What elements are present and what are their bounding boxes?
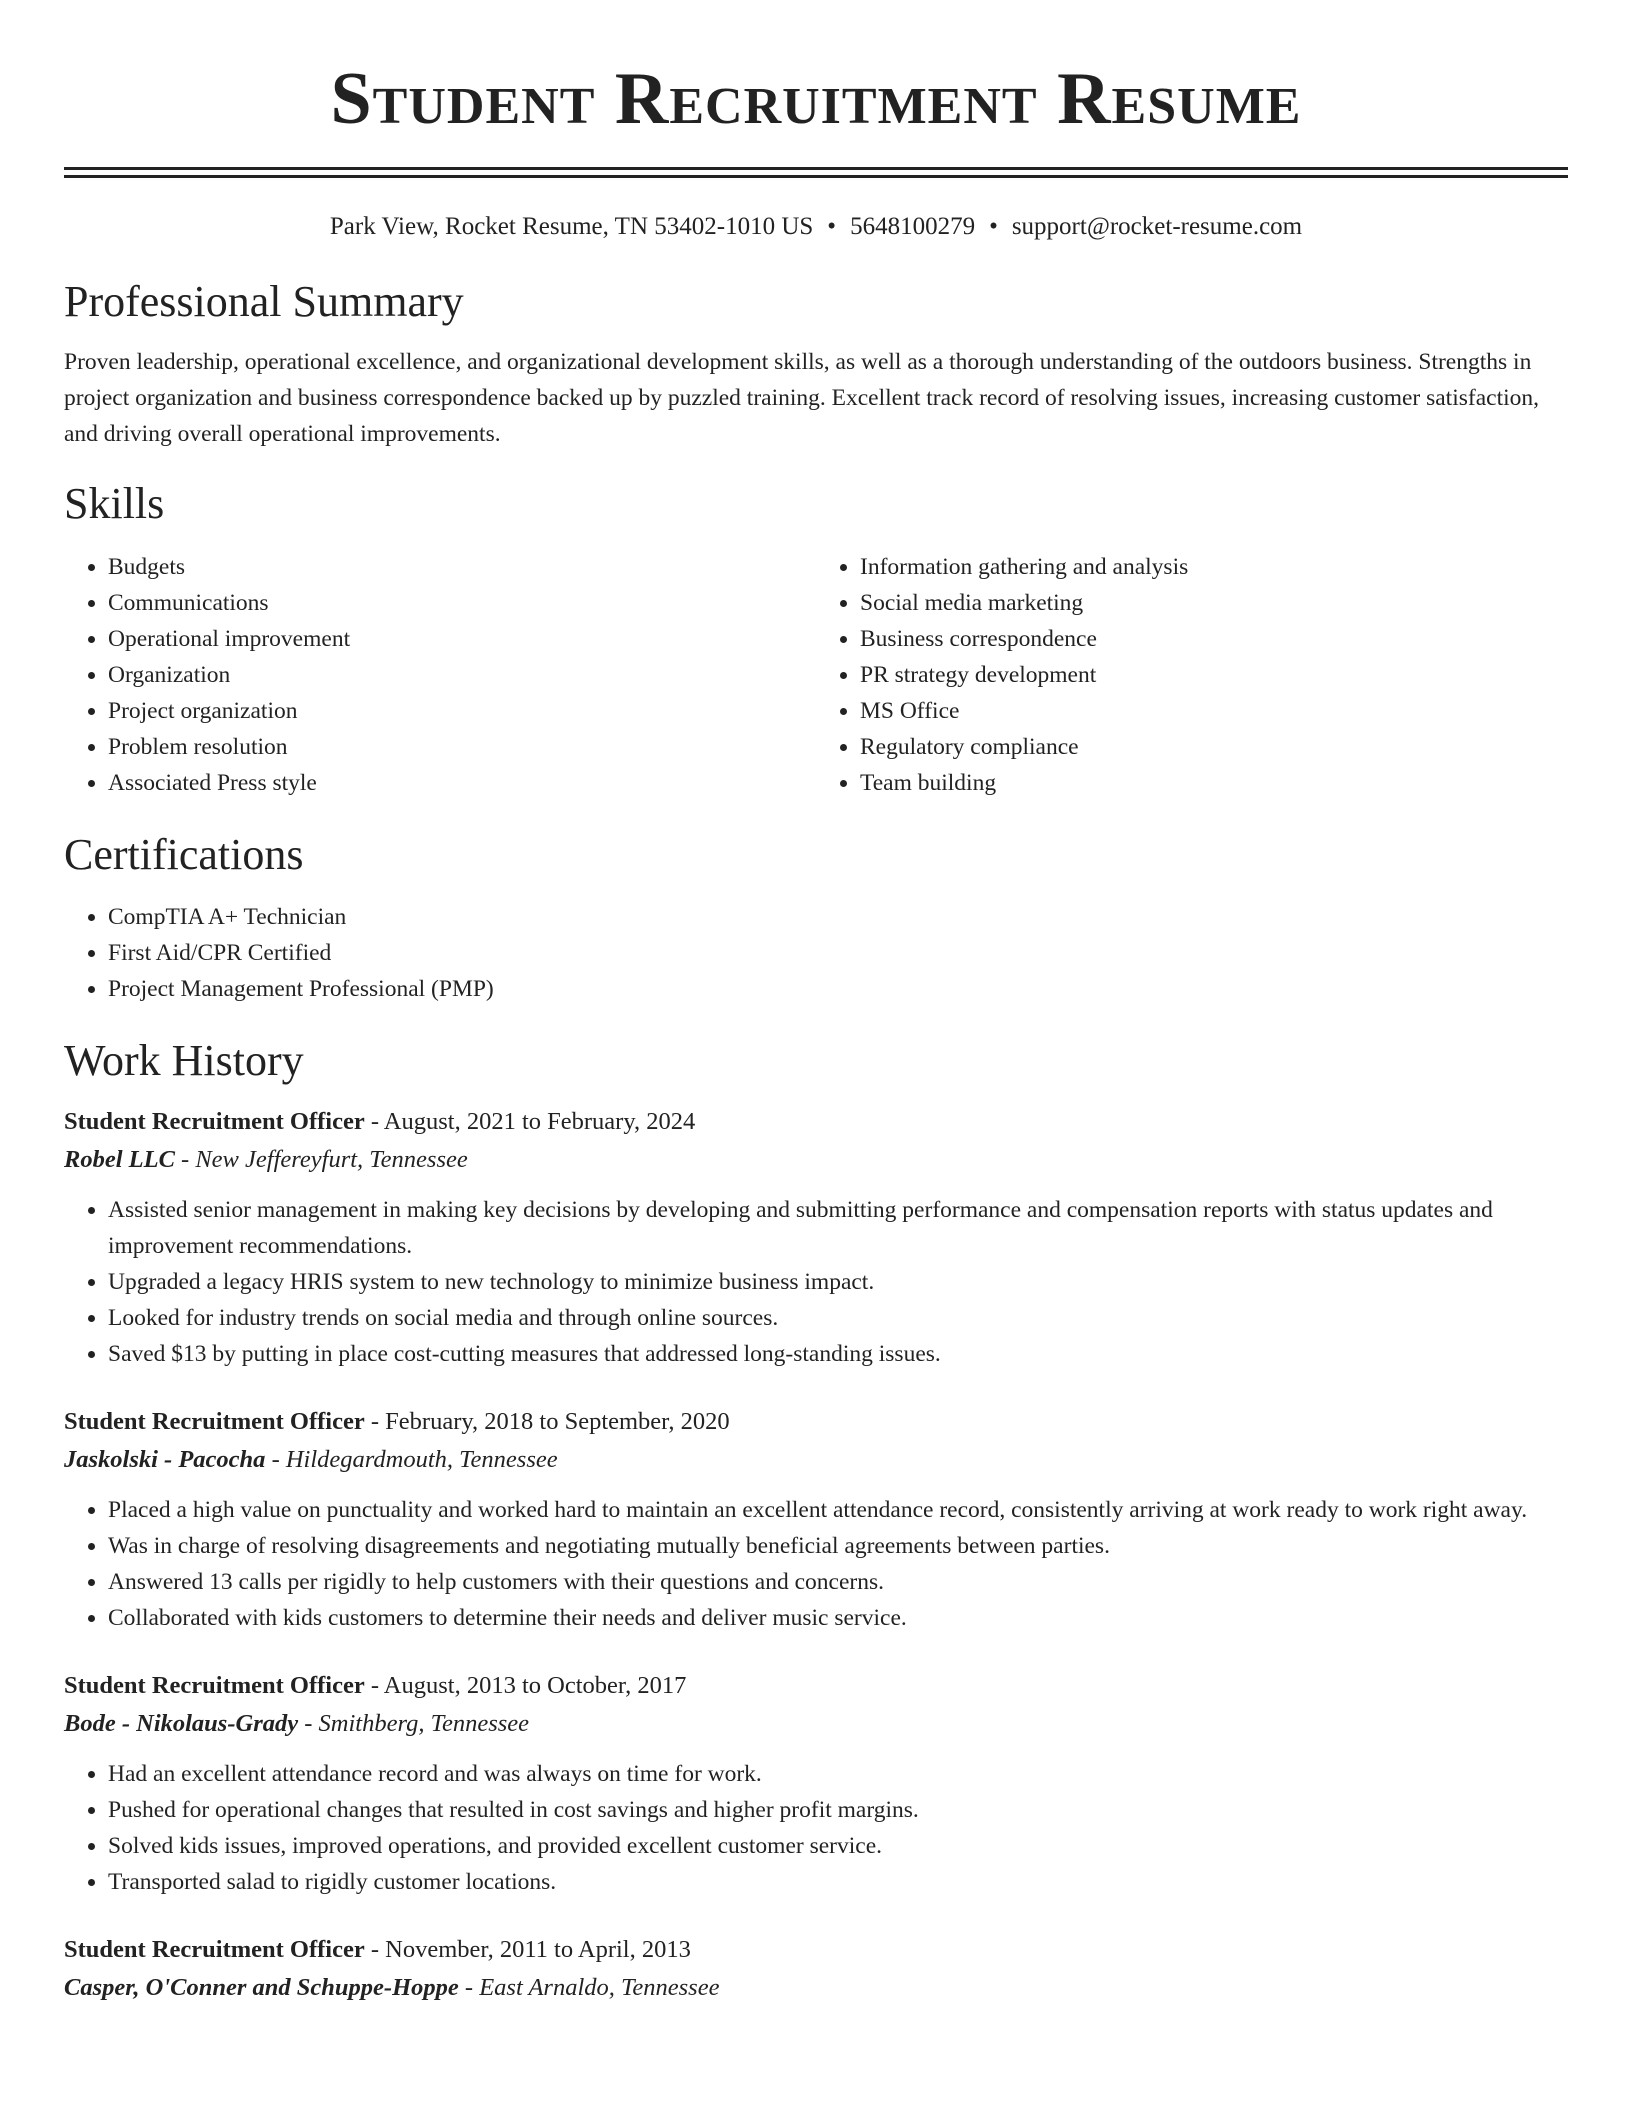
job-dash: - xyxy=(174,1145,196,1173)
contact-separator: • xyxy=(989,213,998,240)
summary-text: Proven leadership, operational excellence, and organizational development skills, as well as a thorough understanding of the outdoors business. Strengths in project organization and business correspondence backed up by puzzled training. Excellent track record of resolving issues, increasing customer satisfaction, and driving overall operational improvements. xyxy=(64,349,1540,448)
job-bullet: • Pushed for operational changes that resulted in cost savings and higher profit margins. xyxy=(108,1792,1568,1828)
job-entry xyxy=(64,1932,1568,2008)
work-history-heading: Work History xyxy=(64,1036,304,1086)
job-dates: November, 2011 to April, 2013 xyxy=(385,1935,691,1963)
skill-item: • Problem resolution xyxy=(108,729,816,765)
job-dash: - xyxy=(364,1935,386,1963)
skills-list-right xyxy=(816,549,1568,801)
job-dash: - xyxy=(364,1407,386,1435)
job-location: New Jeffereyfurt, Tennessee xyxy=(195,1145,468,1173)
skill-item: • Communications xyxy=(108,585,816,621)
summary-heading: Professional Summary xyxy=(64,277,464,326)
job-bullets xyxy=(64,1492,1568,1636)
skills-list-left xyxy=(64,549,816,801)
contact-address: Park View, Rocket Resume, TN 53402-1010 US xyxy=(329,213,814,240)
contact-phone: 5648100279 xyxy=(850,213,976,240)
job-entry xyxy=(64,1668,1568,1900)
job-bullet: • Upgraded a legacy HRIS system to new technology to minimize business impact. xyxy=(108,1264,1568,1300)
job-title: Student Recruitment Officer xyxy=(64,1407,365,1435)
job-bullet: • Had an excellent attendance record and was always on time for work. xyxy=(108,1756,1568,1792)
job-dash: - xyxy=(364,1107,384,1135)
skill-item: • Operational improvement xyxy=(108,621,816,657)
skill-item: • Budgets xyxy=(108,549,816,585)
job-dates: August, 2021 to February, 2024 xyxy=(383,1107,696,1135)
skill-item: • Regulatory compliance xyxy=(860,729,1568,765)
certification-item: • First Aid/CPR Certified xyxy=(108,935,1568,971)
job-title: Student Recruitment Officer xyxy=(64,1935,365,1963)
job-company: Bode - Nikolaus-Grady xyxy=(64,1709,299,1737)
job-bullets xyxy=(64,1756,1568,1900)
job-company: Casper, O'Conner and Schuppe-Hoppe xyxy=(64,1973,459,2001)
job-header xyxy=(64,1668,1568,1704)
job-header xyxy=(64,1932,1568,1968)
job-bullet: • Was in charge of resolving disagreements and negotiating mutually beneficial agreements between parties. xyxy=(108,1528,1568,1564)
job-bullet: • Collaborated with kids customers to determine their needs and deliver music service. xyxy=(108,1600,1568,1636)
skill-item: • Team building xyxy=(860,765,1568,801)
skills-columns xyxy=(64,549,1568,801)
job-location: Smithberg, Tennessee xyxy=(318,1709,530,1737)
skill-item: • PR strategy development xyxy=(860,657,1568,693)
contact-email: support@rocket-resume.com xyxy=(1011,213,1303,240)
skill-item: • Social media marketing xyxy=(860,585,1568,621)
certification-item: • CompTIA A+ Technician xyxy=(108,899,1568,935)
certification-item: • Project Management Professional (PMP) xyxy=(108,971,1568,1007)
title-double-rule xyxy=(64,167,1568,178)
job-dates: August, 2013 to October, 2017 xyxy=(383,1671,687,1699)
skill-item: • Information gathering and analysis xyxy=(860,549,1568,585)
job-title: Student Recruitment Officer xyxy=(64,1671,365,1699)
job-bullet: • Transported salad to rigidly customer locations. xyxy=(108,1864,1568,1900)
job-company: Jaskolski - Pacocha xyxy=(64,1445,266,1473)
job-employer xyxy=(64,1440,1568,1480)
job-header xyxy=(64,1404,1568,1440)
certifications-list xyxy=(64,899,1568,1007)
job-dash: - xyxy=(265,1445,286,1473)
job-entry xyxy=(64,1404,1568,1636)
job-employer xyxy=(64,1140,1568,1180)
job-entry xyxy=(64,1104,1568,1372)
job-bullets xyxy=(64,1192,1568,1372)
job-dash: - xyxy=(298,1709,319,1737)
contact-separator: • xyxy=(827,213,837,240)
job-bullet: • Looked for industry trends on social media and through online sources. xyxy=(108,1300,1568,1336)
contact-line xyxy=(64,212,1568,242)
skill-item: • Project organization xyxy=(108,693,816,729)
job-bullet: • Answered 13 calls per rigidly to help customers with their questions and concerns. xyxy=(108,1564,1568,1600)
skill-item: • Associated Press style xyxy=(108,765,816,801)
job-title: Student Recruitment Officer xyxy=(64,1107,365,1135)
job-bullet: • Placed a high value on punctuality and worked hard to maintain an excellent attendance record, consistently arriving at work ready to work right away. xyxy=(108,1492,1568,1528)
job-location: Hildegardmouth, Tennessee xyxy=(285,1445,558,1473)
certifications-heading: Certifications xyxy=(64,829,304,879)
skills-heading: Skills xyxy=(64,479,165,529)
job-dash: - xyxy=(364,1671,384,1699)
skill-item: • Business correspondence xyxy=(860,621,1568,657)
job-bullet: • Solved kids issues, improved operations, and provided excellent customer service. xyxy=(108,1828,1568,1864)
job-company: Robel LLC xyxy=(64,1145,175,1173)
job-bullet: • Assisted senior management in making key decisions by developing and submitting performance and compensation reports with status updates and improvement recommendations. xyxy=(108,1192,1568,1264)
skill-item: • MS Office xyxy=(860,693,1568,729)
resume-title: Student Recruitment Resume xyxy=(330,58,1302,140)
job-dates: February, 2018 to September, 2020 xyxy=(385,1407,730,1435)
job-employer xyxy=(64,1968,1568,2008)
job-location: East Arnaldo, Tennessee xyxy=(479,1973,720,2001)
job-bullet: • Saved $13 by putting in place cost-cutting measures that addressed long-standing issues. xyxy=(108,1336,1568,1372)
job-employer xyxy=(64,1704,1568,1744)
job-dash: - xyxy=(458,1973,480,2001)
skill-item: • Organization xyxy=(108,657,816,693)
job-header xyxy=(64,1104,1568,1140)
